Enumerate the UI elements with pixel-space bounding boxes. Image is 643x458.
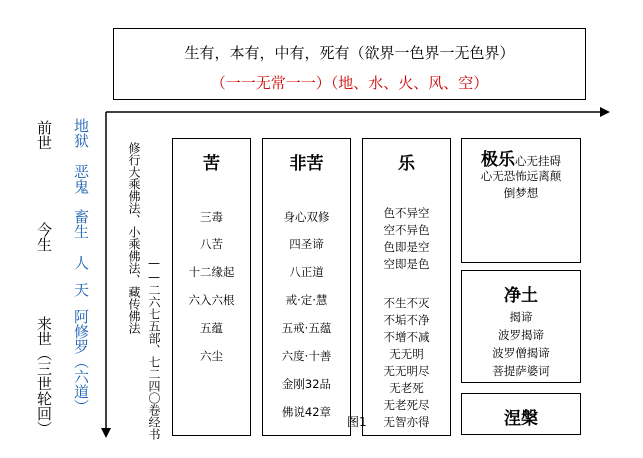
- list-item: 波罗僧揭谛: [492, 346, 550, 360]
- col-suffering-title: 苦: [203, 154, 220, 174]
- label-present: 今生: [35, 222, 53, 252]
- realm-hell: 地狱: [72, 118, 90, 148]
- list-item: 无无明: [389, 347, 424, 361]
- list-item: 揭谛: [509, 310, 533, 324]
- realm-human: 人: [72, 255, 90, 270]
- list-item: 无老死尽: [383, 398, 430, 412]
- list-item: 戒·定·慧: [285, 293, 328, 307]
- list-item: 无老死: [389, 381, 424, 395]
- list-item: 波罗揭谛: [498, 328, 544, 342]
- label-future: 来世（三世轮回）: [35, 316, 53, 436]
- col-non-suffering: [262, 138, 351, 436]
- bliss-title-extra: 心无挂碍: [515, 154, 561, 168]
- list-item: 六度·十善: [281, 349, 332, 363]
- header-line-2: （一一无常一一）（地、水、火、风、空）: [210, 74, 489, 92]
- list-item: 五戒·五蕴: [281, 321, 332, 335]
- list-item: 三毒: [200, 210, 223, 224]
- list-item: 金刚32品: [281, 377, 332, 391]
- horizontal-arrowhead-icon: [600, 107, 610, 117]
- list-item: 不生不灭: [383, 296, 430, 310]
- list-item: 身心双修: [283, 210, 330, 224]
- list-item: 无智亦得: [383, 415, 430, 429]
- realm-animal: 畜生: [72, 209, 90, 239]
- bliss-title: 极乐: [481, 150, 515, 170]
- header-line-1: 生有，本有，中有，死有（欲界一色界一无色界）: [184, 44, 515, 62]
- label-past: 前世: [35, 120, 53, 150]
- list-item: 不增不减: [383, 330, 430, 344]
- list-item: 佛说42章: [281, 405, 332, 419]
- pure-land-box: [461, 270, 581, 383]
- dharma-count: ——二六七五部、七二四〇卷经书: [147, 256, 161, 440]
- col-suffering: [172, 138, 251, 436]
- realm-heaven: 天: [72, 282, 90, 297]
- list-item: 八苦: [200, 237, 223, 251]
- col-non-suffering-title: 非苦: [289, 154, 324, 174]
- list-item: 色即是空: [383, 240, 430, 254]
- col-joy-title: 乐: [398, 154, 415, 174]
- list-item: 不垢不净: [383, 313, 430, 327]
- list-item: 四圣谛: [289, 237, 324, 251]
- list-item: 色不异空: [383, 206, 430, 220]
- bliss-line-3: 倒梦想: [503, 186, 539, 200]
- list-item: 五蕴: [200, 321, 223, 335]
- figure-caption: 图1: [347, 415, 367, 429]
- realm-asura: 阿修罗（六道）: [72, 309, 90, 414]
- list-item: 十二缘起: [188, 265, 235, 279]
- list-item: 六尘: [200, 349, 223, 363]
- list-item: 八正道: [289, 265, 324, 279]
- list-item: 无无明尽: [383, 364, 430, 378]
- col-joy: [362, 138, 451, 436]
- list-item: 空即是色: [383, 257, 430, 271]
- realm-hungry-ghost: 恶鬼: [72, 164, 90, 194]
- vertical-arrowhead-icon: [101, 428, 111, 438]
- nirvana-box: [461, 393, 581, 435]
- nirvana-title: 涅槃: [504, 409, 538, 429]
- pure-land-title: 净土: [504, 286, 538, 306]
- list-item: 菩提萨婆诃: [492, 364, 550, 378]
- dharma-practice: 修行大乘佛法、小乘佛法、藏传佛法: [127, 142, 141, 334]
- list-item: 空不异色: [383, 223, 430, 237]
- bliss-box: [461, 138, 581, 263]
- bliss-line-2: 心无恐怖远离颠: [480, 169, 562, 183]
- list-item: 六入六根: [188, 293, 235, 307]
